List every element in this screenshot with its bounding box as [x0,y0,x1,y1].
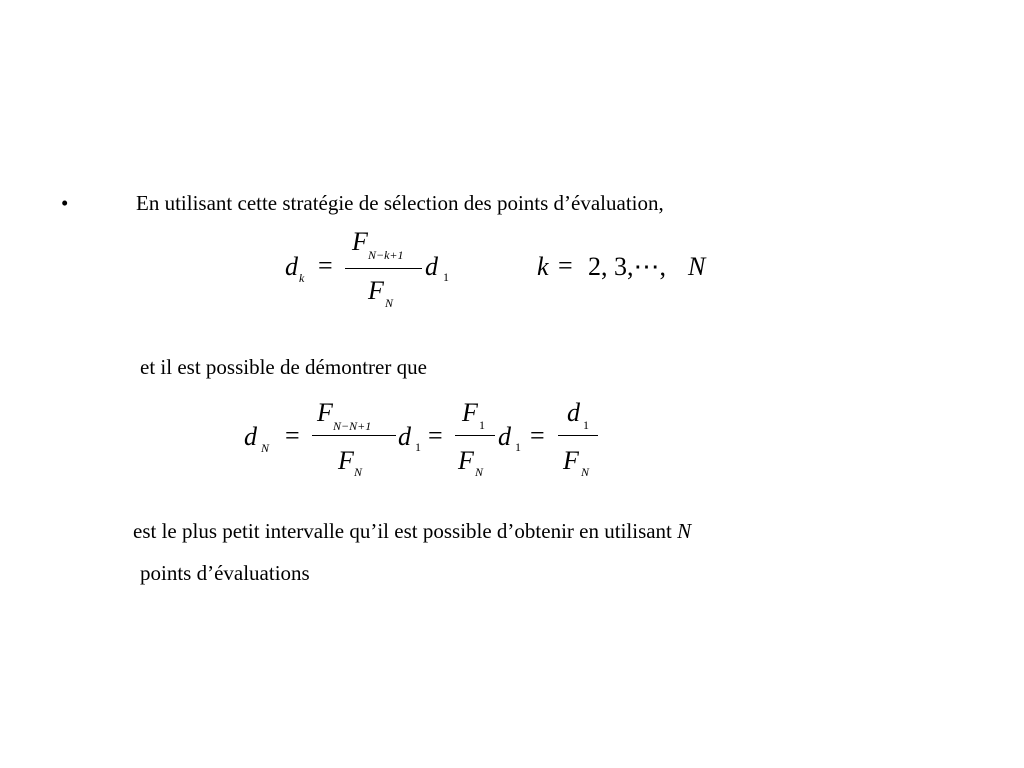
conclusion-line-1-text: est le plus petit intervalle qu’il est possible d’obtenir en utilisant [133,519,678,543]
eq2-lhs-sub: N [261,441,270,455]
eq2-f1-num-var: F [317,398,333,427]
eq2-lhs-var: d [244,422,257,451]
eq1-mult-sub: 1 [443,270,449,284]
eq2-equals-1: = [285,421,300,450]
intro-text: En utilisant cette stratégie de sélection des points d’évaluation, [136,191,664,215]
eq2-f1-num-sub: N−N+1 [333,419,372,433]
eq2-f2-den-var: F [458,446,474,475]
eq2-equals-3: = [530,421,545,450]
eq2-f1-den-var: F [338,446,354,475]
eq2-f3-num-var: d [567,398,580,427]
conclusion-line-1-var: N [677,519,692,543]
eq1-num-sub: N−k+1 [368,248,404,262]
eq1-range-equals: = [558,251,573,280]
eq2-f3-den-sub: N [581,465,590,479]
eq2-fraction-bar-3 [558,435,598,436]
eq2-f1-den-sub: N [354,465,363,479]
eq2-f2-num-var: F [462,398,478,427]
eq2-f2-num-sub: 1 [479,418,485,432]
eq2-f2-den-sub: N [475,465,484,479]
eq1-range-values: 2, 3,⋯, [588,252,666,281]
eq1-lhs-sub: k [299,271,305,285]
eq2-f3-den-var: F [563,446,579,475]
eq2-fraction-bar-1 [312,435,396,436]
eq1-range-end: N [688,252,706,281]
eq2-m1-sub: 1 [415,440,421,454]
eq2-equals-2: = [428,421,443,450]
eq2-m2-sub: 1 [515,440,521,454]
eq1-den-var: F [368,276,384,305]
eq2-fraction-bar-2 [455,435,495,436]
conclusion-line-1 [133,521,691,542]
conclusion-line-2: points d’évaluations [140,561,310,585]
bullet-symbol: • [61,191,69,215]
eq1-num-var: F [352,227,368,256]
demonstrate-text: et il est possible de démontrer que [140,355,427,379]
eq1-equals: = [318,251,333,280]
eq1-mult-var: d [425,252,438,281]
eq2-m2-var: d [498,422,511,451]
eq2-f3-num-sub: 1 [583,418,589,432]
eq1-fraction-bar [345,268,422,269]
eq1-range-var: k [537,252,549,281]
eq1-lhs-var: d [285,252,298,281]
eq1-den-sub: N [385,296,394,310]
eq2-m1-var: d [398,422,411,451]
